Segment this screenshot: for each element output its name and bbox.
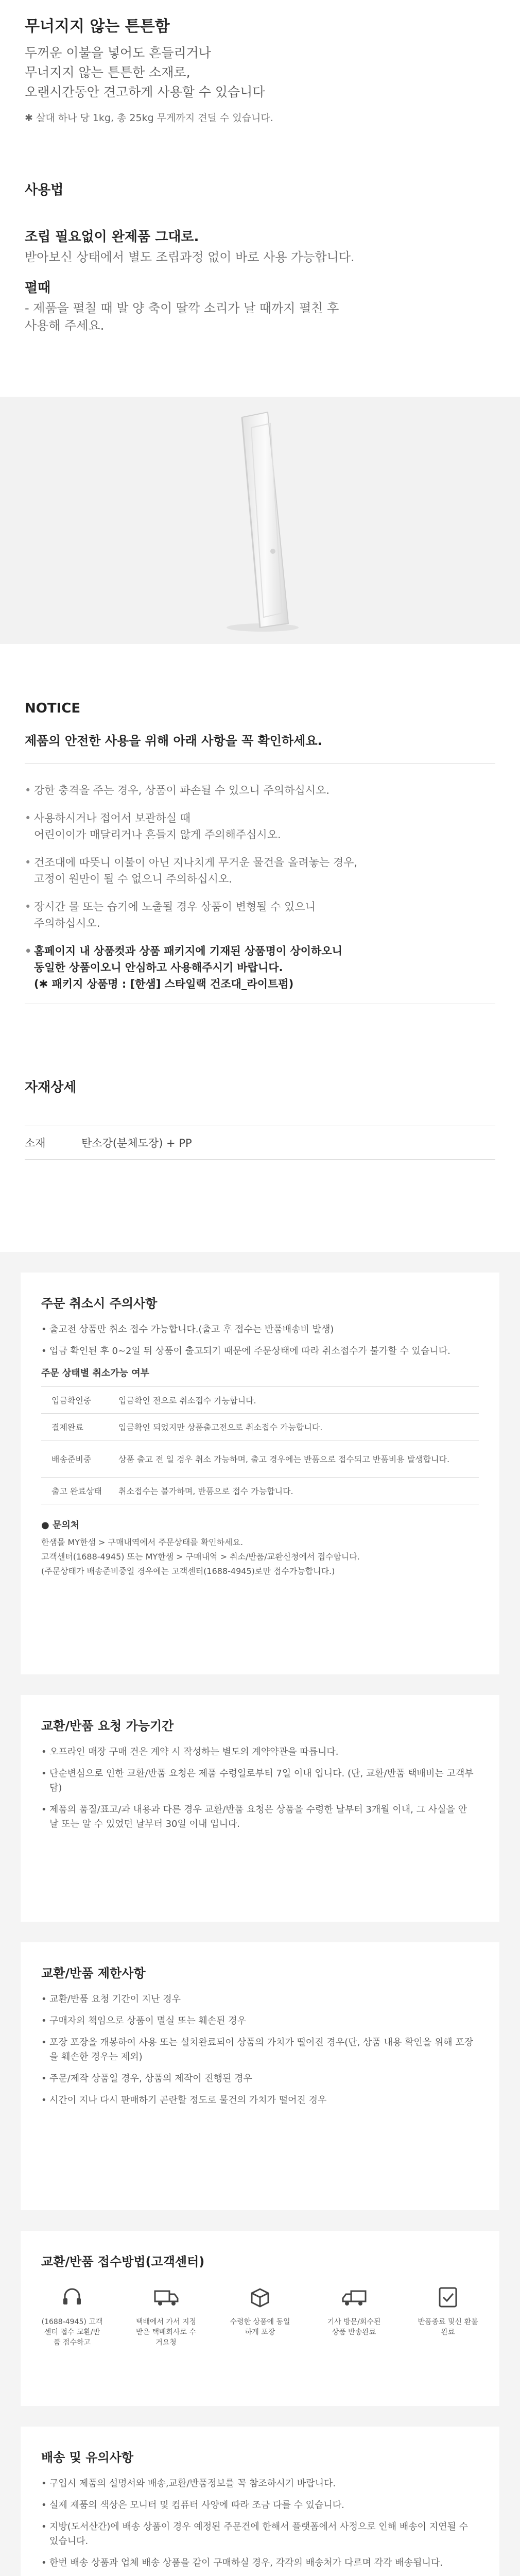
step-label: 기사 방문/회수된 상품 반송완료: [327, 2318, 381, 2336]
notice-line: 주의하십시오.: [34, 917, 100, 929]
notice-divider: [25, 763, 495, 764]
table-row: [41, 1478, 479, 1504]
order-cancel-title: 주문 취소시 주의사항: [41, 1296, 158, 1311]
materials-row: [25, 1126, 495, 1159]
exchange-limits-item: • 포장 포장을 개봉하여 사용 또는 설치완료되어 상품의 가치가 떨어진 경우(단, 상품 내용 확인을 위해 포장을 훼손한 경우는 제외): [41, 2036, 479, 2064]
notice-item: [25, 854, 495, 887]
cancel-table-title: 주문 상태별 취소가능 여부: [41, 1368, 150, 1379]
step-label: 택배에서 가서 지정받은 택배회사로 수거요청: [135, 2318, 197, 2347]
help-line: (주문상태가 배송준비중일 경우에는 고객센터(1688-4945)로만 접수가능합니다.): [41, 1566, 335, 1576]
exchange-limits-item: • 구매자의 책임으로 상품이 멸실 또는 훼손된 경우: [41, 2014, 479, 2028]
cancel-status-table: [41, 1386, 479, 1504]
usage-item-body: 받아보신 상태에서 별도 조립과정 없이 바로 사용 가능합니다.: [25, 250, 355, 264]
notice-section: [0, 701, 520, 1004]
notice-line: 어린이이가 매달리거나 흔들지 않게 주의해주십시오.: [34, 828, 281, 841]
step-item: [41, 2284, 103, 2348]
notice-line: • 건조대에 따뜻니 이불이 아닌 지나치게 무거운 물건을 올려놓는 경우,: [34, 856, 358, 869]
notice-line: • 사용하시거나 접어서 보관하실 때: [34, 812, 191, 824]
notice-title: NOTICE: [25, 701, 81, 716]
notice-line: • 홈페이지 내 상품컷과 상품 패키지에 기재된 상품명이 상이하오니: [34, 945, 342, 957]
intro-line: 무너지지 않는 튼튼한 소재로,: [25, 65, 190, 80]
materials-divider: [25, 1159, 495, 1160]
exchange-limits-item: • 주문/제작 상품일 경우, 상품의 제작이 진행된 경우: [41, 2072, 479, 2086]
usage-section: [0, 179, 520, 334]
notice-item: [25, 899, 495, 931]
table-row: [41, 1387, 479, 1414]
intro-title: 무너지지 않는 튼튼함: [25, 18, 170, 36]
order-cancel-card: [21, 1273, 499, 1674]
intro-body: [25, 43, 495, 102]
truck-icon: [153, 2284, 180, 2311]
table-cell-desc: 상품 출고 전 일 경우 취소 가능하며, 출고 경우에는 반품으로 접수되고 반품비용 발생합니다.: [118, 1454, 450, 1464]
notice-item-important: [25, 943, 495, 992]
step-item: [135, 2284, 197, 2348]
materials-title: 자재상세: [25, 1080, 77, 1095]
table-cell-status: 배송준비중: [51, 1454, 92, 1464]
table-cell-status: 결제완료: [51, 1422, 83, 1432]
notice-item: [25, 810, 495, 843]
shipping-note-item: • 구입시 제품의 설명서와 배송,교환/반품정보를 꼭 참조하시기 바랍니다.: [41, 2477, 479, 2491]
exchange-period-item: • 단순변심으로 인한 교환/반품 요청은 제품 수령일로부터 7일 이내 입니다. (단, 교환/반품 택배비는 고객부담): [41, 1767, 479, 1795]
table-row: [41, 1440, 479, 1478]
exchange-limits-card: [21, 1942, 499, 2210]
help-title: ● 문의처: [41, 1520, 80, 1531]
usage-item: [25, 226, 495, 266]
exchange-period-item: • 제품의 품질/표고/과 내용과 다른 경우 교환/반품 요청은 상품을 수령한 날부터 3개월 이내, 그 사실을 안 날 또는 알 수 있었던 날부터 30일 이내 입니다.: [41, 1803, 479, 1832]
exchange-period-title: 교환/반품 요청 가능기간: [41, 1719, 174, 1733]
usage-item: [25, 277, 495, 334]
notice-item: [25, 782, 495, 799]
exchange-limits-title: 교환/반품 제한사항: [41, 1966, 146, 1980]
notice-line: • 강한 충격을 주는 경우, 상품이 파손될 수 있으니 주의하십시오.: [34, 784, 330, 796]
step-label: 수령한 상품에 동일하게 포장: [230, 2318, 290, 2336]
intro-section: [0, 13, 520, 124]
table-cell-desc: 취소접수는 불가하며, 반품으로 접수 가능합니다.: [118, 1486, 293, 1496]
order-cancel-list: [41, 1323, 479, 1359]
exchange-period-card: [21, 1695, 499, 1922]
shipping-note-item: • 지방(도서산간)에 배송 상품이 경우 예정된 주문건에 한해서 플랫폼에서 사정으로 인해 배송이 지연될 수 있습니다.: [41, 2520, 479, 2549]
policy-panel: [0, 1252, 520, 2576]
exchange-steps: [41, 2284, 479, 2348]
notice-line: 동일한 상품이오니 안심하고 사용해주시기 바랍니다.: [34, 961, 283, 974]
shipping-note-item: • 한번 배송 상품과 업체 배송 상품을 같이 구매하실 경우, 각각의 배송처가 다르며 각각 배송됩니다.: [41, 2556, 479, 2570]
exchange-limits-item: • 교환/반품 요청 기간이 지난 경우: [41, 1992, 479, 2007]
notice-line: 고정이 원만이 될 수 없으니 주의하십시오.: [34, 873, 232, 885]
step-label: (1688-4945) 고객센터 접수 교환/반품 접수하고: [41, 2318, 103, 2347]
intro-note: ✱ 살대 하나 당 1kg, 총 25kg 무게까지 견딜 수 있습니다.: [25, 112, 273, 124]
exchange-period-item: • 오프라인 매장 구매 건은 계약 시 작성하는 별도의 계약약관을 따릅니다.: [41, 1745, 479, 1759]
materials-section: [0, 1077, 520, 1160]
shipping-notes-list: [41, 2477, 479, 2576]
notice-list: [25, 782, 495, 992]
help-line: 고객센터(1688-4945) 또는 MY한샘 > 구매내역 > 취소/반품/교환신청에서 접수합니다.: [41, 1552, 360, 1562]
materials-value: 탄소강(분체도장) + PP: [81, 1137, 192, 1149]
help-lines: [41, 1535, 479, 1579]
pickup-icon: [341, 2284, 368, 2311]
intro-line: 오랜시간동안 견고하게 사용할 수 있습니다: [25, 84, 265, 99]
step-label: 반품종료 및신 환불 완료: [418, 2318, 478, 2336]
step-item: [417, 2284, 479, 2348]
check-icon: [435, 2284, 461, 2311]
help-line: 한샘몰 MY한샘 > 구매내역에서 주문상태를 확인하세요.: [41, 1537, 244, 1547]
table-cell-desc: 입금확인 전으로 취소접수 가능합니다.: [118, 1396, 256, 1405]
drying-rack-image: [0, 397, 520, 644]
step-item: [323, 2284, 385, 2348]
usage-item-title: 조립 필요없이 완제품 그대로.: [25, 229, 199, 245]
table-row: [41, 1414, 479, 1440]
usage-item-body: [25, 299, 495, 334]
usage-item-line: - 제품을 펼칠 때 발 양 축이 딸깍 소리가 날 때까지 펼친 후: [25, 301, 339, 315]
table-cell-desc: 입금확인 되었지만 상품출고전으로 취소접수 가능합니다.: [118, 1422, 323, 1432]
table-cell-status: 출고 완료상태: [51, 1486, 102, 1496]
notice-lead: 제품의 안전한 사용을 위해 아래 사항을 꼭 확인하세요.: [25, 734, 322, 748]
usage-item-title: 펼때: [25, 280, 51, 296]
materials-key: 소재: [25, 1137, 46, 1149]
exchange-steps-title: 교환/반품 접수방법(고객센터): [41, 2255, 205, 2269]
usage-item-line: 사용해 주세요.: [25, 318, 105, 333]
order-cancel-item: • 출고전 상품만 취소 접수 가능합니다.(출고 후 접수는 반품배송비 발생): [41, 1323, 479, 1337]
intro-line: 두꺼운 이불을 넣어도 흔들리거나: [25, 45, 211, 60]
table-cell-status: 입금확인중: [51, 1396, 92, 1405]
order-cancel-item: • 입금 확인된 후 0~2일 뒤 상품이 출고되기 때문에 주문상태에 따라 취소접수가 불가할 수 있습니다.: [41, 1344, 479, 1359]
exchange-limits-item: • 시간이 지나 다시 판매하기 곤란할 정도로 물건의 가치가 떨어진 경우: [41, 2093, 479, 2108]
notice-line: • 장시간 물 또는 습기에 노출될 경우 상품이 변형될 수 있으니: [34, 901, 316, 913]
box-icon: [247, 2284, 273, 2311]
shipping-notes-card: [21, 2427, 499, 2576]
shipping-note-item: • 실제 제품의 색상은 모니터 및 컴퓨터 사양에 따라 조금 다를 수 있습니다.: [41, 2498, 479, 2513]
headset-icon: [59, 2284, 85, 2311]
exchange-limits-list: [41, 1992, 479, 2108]
exchange-steps-card: [21, 2231, 499, 2406]
notice-line: (✱ 패키지 상품명 : [한샘] 스타일랙 건조대_라이트펌): [34, 978, 294, 990]
shipping-notes-title: 배송 및 유의사항: [41, 2450, 133, 2465]
exchange-period-list: [41, 1745, 479, 1832]
usage-title: 사용법: [25, 182, 64, 198]
product-photo: [0, 397, 520, 644]
step-item: [229, 2284, 291, 2348]
